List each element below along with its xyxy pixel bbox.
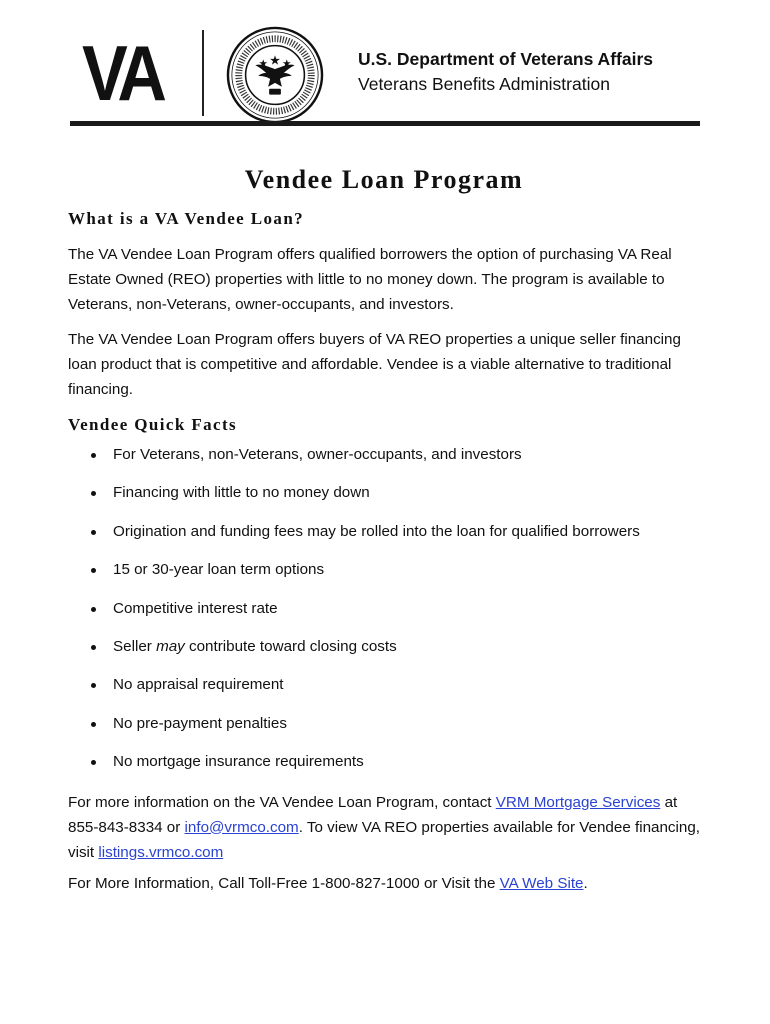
vrm-mortgage-link[interactable]: VRM Mortgage Services [495, 793, 661, 811]
section-heading-what-is: What is a VA Vendee Loan? [68, 209, 305, 228]
list-item: Seller may contribute toward closing costs [68, 636, 708, 674]
list-item: No pre-payment penalties [68, 713, 708, 751]
letterhead [0, 0, 770, 135]
header-rule [70, 121, 700, 126]
listings-link[interactable]: listings.vrmco.com [98, 843, 224, 861]
list-item: For Veterans, non-Veterans, owner-occupants, and investors [68, 444, 708, 482]
list-item: Financing with little to no money down [68, 482, 708, 520]
section-heading-quick-facts: Vendee Quick Facts [68, 415, 238, 434]
va-seal-icon [226, 26, 324, 124]
paragraph-intro: The VA Vendee Loan Program offers qualified borrowers the option of purchasing VA Real Estate Owned (REO) properties with little to no money down. The program is available to Veterans, non-Veterans, owner-occupants, and investors. [68, 246, 672, 313]
list-item: 15 or 30-year loan term options [68, 559, 708, 597]
document-body [68, 160, 708, 896]
administration-name: Veterans Benefits Administration [358, 74, 610, 94]
paragraph-toll-free: For More Information, Call Toll-Free 1-800-827-1000 or Visit the VA Web Site. [68, 874, 588, 892]
list-item: Competitive interest rate [68, 598, 708, 636]
quick-facts-list [68, 444, 708, 790]
va-web-site-link[interactable]: VA Web Site [499, 874, 584, 892]
va-logo: VA [82, 29, 162, 117]
list-item: No appraisal requirement [68, 674, 708, 712]
paragraph-contact: For more information on the VA Vendee Loan Program, contact VRM Mortgage Services at 855-843-8334 or info@vrmco.com. To view VA REO properties available for Vendee financing, visit listings.vrmco.com [68, 793, 700, 861]
list-item: Origination and funding fees may be rolled into the loan for qualified borrowers [68, 521, 708, 559]
paragraph-financing: The VA Vendee Loan Program offers buyers of VA REO properties a unique seller financing loan product that is competitive and affordable. Vendee is a viable alternative to traditional financing. [68, 331, 681, 398]
list-item: No mortgage insurance requirements [68, 751, 708, 789]
page-title: Vendee Loan Program [244, 165, 524, 194]
department-name: U.S. Department of Veterans Affairs [358, 49, 653, 69]
email-link[interactable]: info@vrmco.com [184, 818, 299, 836]
logo-divider [202, 30, 204, 116]
